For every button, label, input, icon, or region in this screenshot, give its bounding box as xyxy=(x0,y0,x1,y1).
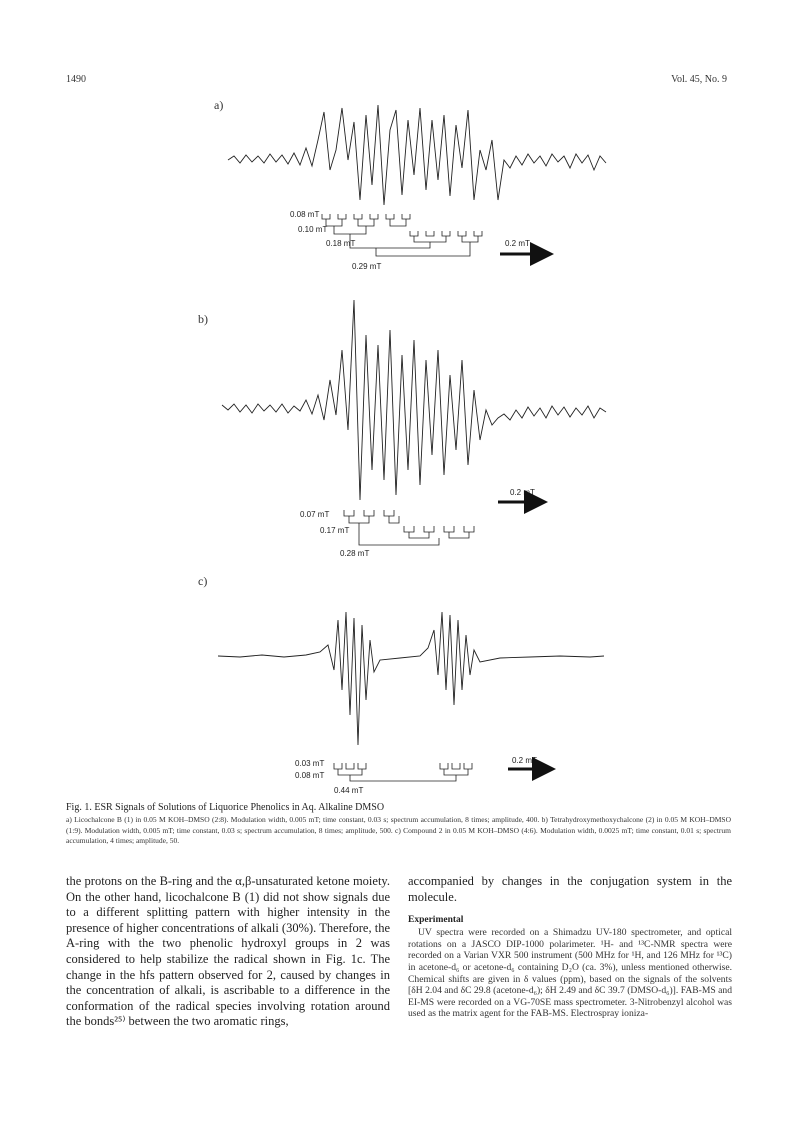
hfs-label-b-2: 0.17 mT xyxy=(320,526,350,535)
hfs-label-b-1: 0.07 mT xyxy=(300,510,330,519)
journal-volume: Vol. 45, No. 9 xyxy=(671,74,727,85)
hfs-label-a-3: 0.18 mT xyxy=(326,239,356,248)
esr-spectrum-b xyxy=(222,300,606,500)
hfs-label-c-2: 0.08 mT xyxy=(295,771,325,780)
body-paragraph-left: the protons on the B-ring and the α,β-unsaturated ketone moiety. On the other hand, licochalcone B (1) did not show signals due to a different splitting pattern with higher intensity in the presence of higher concentrations of alkali (30%). Therefore, the A-ring with the two phenolic hydroxyl groups in 2 was considered to help stabilize the radical shown in Fig. 1c. The change in the hfs pattern observed for 2, caused by changes in the concentration of alkali, is ascribable to a difference in the conformation of the radical species involving rotation around the bonds²⁵⁾ between the two aromatic rings, xyxy=(66,874,390,1029)
body-paragraph-right: accompanied by changes in the conjugation system in the molecule. xyxy=(408,874,732,904)
section-heading-experimental: Experimental xyxy=(408,915,464,926)
hfs-label-c-1: 0.03 mT xyxy=(295,759,325,768)
scale-label-c: 0.2 mT xyxy=(512,756,537,765)
hfs-label-b-3: 0.28 mT xyxy=(340,549,370,558)
scale-label-b: 0.2 mT xyxy=(510,488,535,497)
panel-label-b: b) xyxy=(198,312,208,326)
hfs-diagram-c xyxy=(334,763,472,781)
panel-label-a: a) xyxy=(214,98,224,112)
esr-spectrum-c xyxy=(218,612,604,745)
panel-label-c: c) xyxy=(198,574,208,588)
figure-caption-title: Fig. 1. ESR Signals of Solutions of Liquorice Phenolics in Aq. Alkaline DMSO xyxy=(66,802,385,813)
page-number: 1490 xyxy=(66,74,86,85)
hfs-label-a-1: 0.08 mT xyxy=(290,210,320,219)
figure-caption-body: a) Licochalcone B (1) in 0.05 M KOH–DMSO (2:8). Modulation width, 0.005 mT; time constant, 0.03 s; spectrum accumulation, 8 times; amplitude, 400. b) Tetrahydroxymethoxychalcone (2) in 0.05 M KOH–DMSO (1:9). Modulation width, 0.005 mT; time constant, 0.03 s; spectrum accumulation, 8 times; amplitude, 500. c) Compound 2 in 0.05 M KOH–DMSO (4:6). Modulation width, 0.0025 mT; time constant, 0.01 s; spectrum accumulation, 4 times; amplitude, 50. xyxy=(66,815,731,845)
hfs-diagram-b xyxy=(344,510,474,545)
hfs-label-a-4: 0.29 mT xyxy=(352,262,382,271)
hfs-label-c-3: 0.44 mT xyxy=(334,786,364,795)
hfs-diagram-a xyxy=(322,214,482,256)
experimental-paragraph: UV spectra were recorded on a Shimadzu UV-180 spectrometer, and optical rotations on a JASCO DIP-1000 polarimeter. ¹H- and ¹³C-NMR spectra were recorded on a Varian VXR 500 instrument (500 MHz for ¹H, and 126 MHz for ¹³C) in acetone-d₆ or acetone-d₆ containing D₂O (ca. 3%), unless mentioned otherwise. Chemical shifts are given in δ values (ppm), based on the signals of the solvents [δH 2.04 and δC 29.8 (acetone-d₆); δH 2.49 and δC 39.7 (DMSO-d₆)]. FAB-MS and EI-MS were recorded on a VG-70SE mass spectrometer. 3-Nitrobenzyl alcohol was used as the matrix agent for the FAB-MS. Electrospray ioniza- xyxy=(408,927,732,1020)
right-column xyxy=(408,874,732,1020)
scale-label-a: 0.2 mT xyxy=(505,239,530,248)
hfs-label-a-2: 0.10 mT xyxy=(298,225,328,234)
esr-spectrum-a xyxy=(228,105,606,205)
left-column xyxy=(66,874,390,1030)
